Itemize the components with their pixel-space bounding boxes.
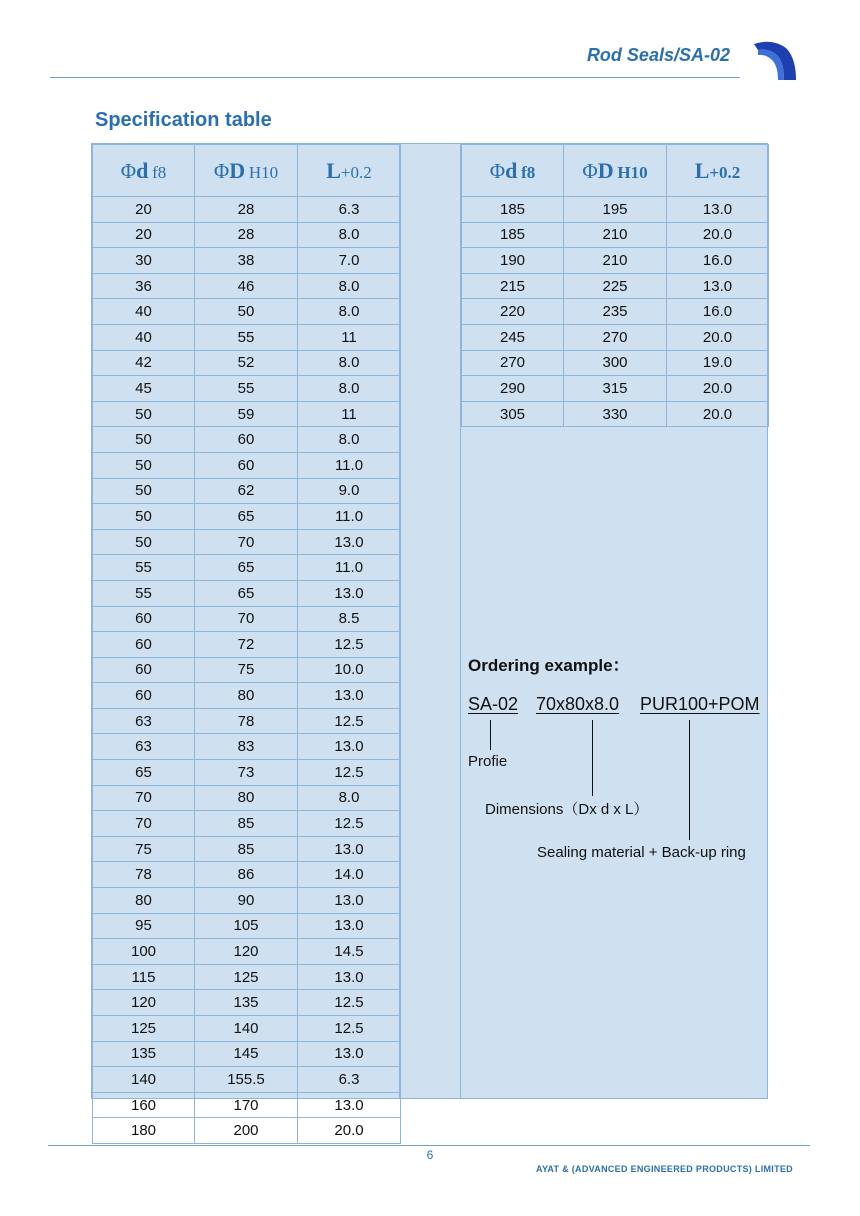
table-row [93, 1092, 401, 1118]
table-cell: 83 [195, 734, 298, 760]
dimensions-code: 70x80x8.0 [536, 694, 620, 714]
table-cell: 50 [195, 299, 298, 325]
table-cell: 11 [298, 324, 401, 350]
table-cell: 20 [93, 197, 195, 223]
header-title: Rod Seals/SA-02 [586, 45, 730, 65]
table-cell: 55 [195, 376, 298, 402]
table-cell: 135 [195, 990, 298, 1016]
table-row [93, 273, 401, 299]
table-cell: 28 [195, 197, 298, 223]
table-header-row [462, 145, 769, 197]
table-cell: 60 [195, 452, 298, 478]
table-cell: 16.0 [667, 299, 769, 325]
table-row [93, 555, 401, 581]
table-cell: 65 [195, 504, 298, 530]
table-cell: 55 [93, 580, 195, 606]
column-header-d: Φd f8 [93, 145, 195, 197]
table-cell: 50 [93, 504, 195, 530]
table-cell: 195 [564, 197, 667, 223]
table-cell: 220 [462, 299, 564, 325]
table-cell: 50 [93, 478, 195, 504]
table-cell: 70 [93, 811, 195, 837]
header-divider [50, 77, 740, 78]
table-cell: 13.0 [667, 273, 769, 299]
table-row [93, 401, 401, 427]
material-code: PUR100+POM [640, 694, 760, 714]
table-cell: 78 [195, 708, 298, 734]
table-cell: 20.0 [667, 222, 769, 248]
table-cell: 60 [93, 606, 195, 632]
table-cell: 140 [93, 1067, 195, 1093]
table-cell: 8.0 [298, 376, 401, 402]
table-cell: 80 [195, 683, 298, 709]
table-row [93, 760, 401, 786]
table-cell: 30 [93, 248, 195, 274]
table-cell: 9.0 [298, 478, 401, 504]
table-cell: 160 [93, 1092, 195, 1118]
table-cell: 210 [564, 248, 667, 274]
table-cell: 60 [195, 427, 298, 453]
table-cell: 8.0 [298, 785, 401, 811]
table-cell: 20.0 [667, 324, 769, 350]
table-cell: 12.5 [298, 632, 401, 658]
table-cell: 270 [564, 324, 667, 350]
table-cell: 290 [462, 376, 564, 402]
table-cell: 75 [93, 836, 195, 862]
profile-code: SA-02 [468, 694, 519, 714]
table-cell: 65 [195, 555, 298, 581]
table-cell: 12.5 [298, 990, 401, 1016]
table-cell: 80 [93, 888, 195, 914]
table-cell: 185 [462, 222, 564, 248]
table-cell: 85 [195, 836, 298, 862]
table-cell: 60 [93, 657, 195, 683]
table-cell: 72 [195, 632, 298, 658]
table-cell: 225 [564, 273, 667, 299]
table-row [462, 222, 769, 248]
table-cell: 140 [195, 1016, 298, 1042]
table-cell: 86 [195, 862, 298, 888]
section-title: Specification table [95, 109, 272, 131]
table-cell: 80 [195, 785, 298, 811]
table-row [93, 657, 401, 683]
table-cell: 45 [93, 376, 195, 402]
column-header-D: ΦD H10 [564, 145, 667, 197]
table-cell: 8.0 [298, 273, 401, 299]
table-cell: 12.5 [298, 811, 401, 837]
table-cell: 13.0 [298, 913, 401, 939]
table-row [93, 197, 401, 223]
table-cell: 8.0 [298, 427, 401, 453]
dimensions-label: Dimensions（Dx d x L） [485, 801, 649, 818]
material-label: Sealing material + Back-up ring [537, 844, 746, 861]
spec-table-right [461, 144, 769, 427]
table-cell: 13.0 [298, 580, 401, 606]
table-cell: 13.0 [298, 1041, 401, 1067]
table-cell: 210 [564, 222, 667, 248]
column-header-L: L+0.2 [667, 145, 769, 197]
table-cell: 11.0 [298, 555, 401, 581]
table-cell: 95 [93, 913, 195, 939]
table-cell: 13.0 [298, 888, 401, 914]
table-cell: 120 [93, 990, 195, 1016]
table-cell: 155.5 [195, 1067, 298, 1093]
table-cell: 70 [93, 785, 195, 811]
table-cell: 36 [93, 273, 195, 299]
table-row [93, 939, 401, 965]
table-cell: 65 [93, 760, 195, 786]
table-row [462, 248, 769, 274]
table-cell: 145 [195, 1041, 298, 1067]
table-cell: 14.5 [298, 939, 401, 965]
seal-profile-icon [752, 40, 798, 82]
table-row [93, 734, 401, 760]
table-row [93, 1067, 401, 1093]
table-cell: 8.0 [298, 222, 401, 248]
table-cell: 19.0 [667, 350, 769, 376]
table-cell: 60 [93, 683, 195, 709]
table-cell: 85 [195, 811, 298, 837]
table-cell: 13.0 [298, 836, 401, 862]
ordering-example-title: Ordering example： [468, 656, 630, 675]
profile-pointer-line [490, 720, 491, 750]
table-row [93, 222, 401, 248]
table-row [462, 324, 769, 350]
table-cell: 245 [462, 324, 564, 350]
table-cell: 38 [195, 248, 298, 274]
table-row [93, 1016, 401, 1042]
company-name: AYAT & (ADVANCED ENGINEERED PRODUCTS) LIMITED [535, 1164, 793, 1174]
table-cell: 8.0 [298, 350, 401, 376]
table-row [93, 708, 401, 734]
table-cell: 11 [298, 401, 401, 427]
table-row [462, 350, 769, 376]
page-number: 6 [426, 1148, 434, 1162]
table-cell: 70 [195, 606, 298, 632]
table-cell: 75 [195, 657, 298, 683]
table-cell: 270 [462, 350, 564, 376]
table-cell: 63 [93, 734, 195, 760]
table-cell: 50 [93, 529, 195, 555]
table-cell: 28 [195, 222, 298, 248]
table-cell: 14.0 [298, 862, 401, 888]
table-cell: 200 [195, 1118, 298, 1144]
footer-divider [48, 1145, 810, 1146]
table-cell: 115 [93, 964, 195, 990]
table-header-row [93, 145, 401, 197]
table-row [93, 785, 401, 811]
table-cell: 60 [93, 632, 195, 658]
table-divider [399, 144, 400, 1099]
table-cell: 6.3 [298, 197, 401, 223]
table-cell: 8.5 [298, 606, 401, 632]
table-row [93, 683, 401, 709]
table-cell: 8.0 [298, 299, 401, 325]
table-row [462, 197, 769, 223]
table-cell: 315 [564, 376, 667, 402]
table-row [462, 273, 769, 299]
table-cell: 235 [564, 299, 667, 325]
table-row [93, 580, 401, 606]
table-row [93, 811, 401, 837]
table-cell: 170 [195, 1092, 298, 1118]
table-row [93, 1118, 401, 1144]
column-header-d: Φd f8 [462, 145, 564, 197]
table-cell: 215 [462, 273, 564, 299]
table-cell: 63 [93, 708, 195, 734]
table-cell: 90 [195, 888, 298, 914]
table-cell: 13.0 [298, 1092, 401, 1118]
table-cell: 7.0 [298, 248, 401, 274]
table-cell: 120 [195, 939, 298, 965]
table-row [93, 350, 401, 376]
table-cell: 125 [195, 964, 298, 990]
table-cell: 73 [195, 760, 298, 786]
table-cell: 11.0 [298, 504, 401, 530]
table-cell: 65 [195, 580, 298, 606]
table-cell: 135 [93, 1041, 195, 1067]
table-cell: 105 [195, 913, 298, 939]
spec-table-left [92, 144, 401, 1144]
material-pointer-line [689, 720, 690, 840]
profile-label: Profie [468, 753, 508, 770]
table-cell: 300 [564, 350, 667, 376]
table-row [93, 862, 401, 888]
column-header-D: ΦD H10 [195, 145, 298, 197]
table-cell: 190 [462, 248, 564, 274]
table-cell: 78 [93, 862, 195, 888]
table-row [462, 299, 769, 325]
table-cell: 12.5 [298, 1016, 401, 1042]
table-row [93, 1041, 401, 1067]
table-cell: 100 [93, 939, 195, 965]
table-row [93, 427, 401, 453]
table-cell: 13.0 [298, 734, 401, 760]
table-row [93, 529, 401, 555]
table-cell: 50 [93, 401, 195, 427]
table-row [462, 401, 769, 427]
table-cell: 12.5 [298, 760, 401, 786]
table-cell: 55 [195, 324, 298, 350]
table-row [93, 376, 401, 402]
table-cell: 70 [195, 529, 298, 555]
table-row [93, 504, 401, 530]
table-cell: 55 [93, 555, 195, 581]
table-cell: 6.3 [298, 1067, 401, 1093]
table-cell: 50 [93, 452, 195, 478]
table-cell: 305 [462, 401, 564, 427]
table-cell: 12.5 [298, 708, 401, 734]
table-row [93, 888, 401, 914]
table-cell: 20.0 [667, 401, 769, 427]
table-cell: 40 [93, 324, 195, 350]
table-cell: 20.0 [298, 1118, 401, 1144]
table-cell: 59 [195, 401, 298, 427]
table-row [93, 478, 401, 504]
table-row [93, 324, 401, 350]
table-cell: 52 [195, 350, 298, 376]
table-row [462, 376, 769, 402]
table-cell: 13.0 [298, 683, 401, 709]
table-cell: 125 [93, 1016, 195, 1042]
table-cell: 13.0 [298, 529, 401, 555]
table-row [93, 836, 401, 862]
table-row [93, 299, 401, 325]
dimensions-pointer-line [592, 720, 593, 796]
table-row [93, 452, 401, 478]
table-row [93, 606, 401, 632]
table-row [93, 248, 401, 274]
table-cell: 50 [93, 427, 195, 453]
table-cell: 10.0 [298, 657, 401, 683]
table-cell: 180 [93, 1118, 195, 1144]
table-cell: 20 [93, 222, 195, 248]
table-cell: 16.0 [667, 248, 769, 274]
table-row [93, 990, 401, 1016]
table-cell: 330 [564, 401, 667, 427]
table-cell: 11.0 [298, 452, 401, 478]
table-row [93, 632, 401, 658]
table-cell: 46 [195, 273, 298, 299]
table-cell: 20.0 [667, 376, 769, 402]
table-cell: 185 [462, 197, 564, 223]
table-row [93, 913, 401, 939]
column-header-L: L+0.2 [298, 145, 401, 197]
table-cell: 13.0 [667, 197, 769, 223]
table-row [93, 964, 401, 990]
table-cell: 42 [93, 350, 195, 376]
table-cell: 13.0 [298, 964, 401, 990]
table-cell: 40 [93, 299, 195, 325]
table-cell: 62 [195, 478, 298, 504]
